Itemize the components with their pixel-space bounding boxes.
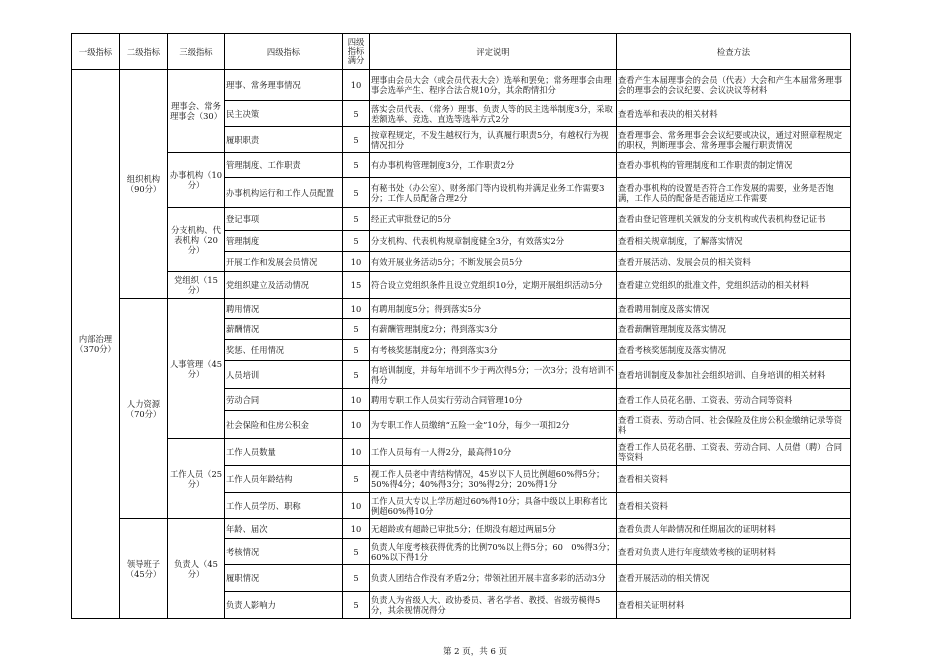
- evaluation-description: 工作人员大专以上学历超过60%得10分；具备中级以上职称者比例超60%得10分: [370, 493, 617, 519]
- check-method: 查看产生本届理事会的会员（代表）大会和产生本届常务理事会的理事会的会议纪要、会议决议等材料: [617, 70, 851, 101]
- level4-name: 薪酬情况: [225, 319, 343, 340]
- level4-score: 10: [343, 299, 370, 319]
- level4-name: 工作人员学历、职称: [225, 493, 343, 519]
- level3-cell: 党组织（15分）: [168, 272, 225, 299]
- level4-score: 15: [343, 272, 370, 299]
- level4-score: 5: [343, 153, 370, 178]
- evaluation-description: 分支机构、代表机构规章制度健全3分，有效落实2分: [370, 231, 617, 252]
- check-method: 查看开展活动、发展会员的相关资料: [617, 252, 851, 272]
- level3-cell: 工作人员（25分）: [168, 439, 225, 519]
- level4-name: 年龄、届次: [225, 519, 343, 539]
- level4-score: 5: [343, 231, 370, 252]
- evaluation-description: 符合设立党组织条件且设立党组织10分，定期开展组织活动5分: [370, 272, 617, 299]
- level4-score: 5: [343, 466, 370, 493]
- evaluation-description: 负责人为省级人大、政协委员、著名学者、教授、省级劳模得5分，其余视情况得分: [370, 592, 617, 619]
- level1-cell: 内部治理（370分）: [72, 70, 120, 619]
- level4-name: 登记事项: [225, 208, 343, 231]
- level2-cell: 组织机构（90分）: [120, 70, 168, 299]
- level4-score: 5: [343, 340, 370, 361]
- level4-name: 人员培训: [225, 361, 343, 389]
- table-row: [72, 519, 851, 539]
- level4-name: 劳动合同: [225, 389, 343, 411]
- evaluation-description: 有考核奖惩制度2分；得到落实3分: [370, 340, 617, 361]
- evaluation-description: 有培训制度，并每年培训不少于两次得5分；一次3分；没有培训不得分: [370, 361, 617, 389]
- check-method: 查看由登记管理机关颁发的分支机构或代表机构登记证书: [617, 208, 851, 231]
- table-row: [72, 70, 851, 101]
- level3-cell: 负责人（45分）: [168, 519, 225, 619]
- level3-cell: 人事管理（45分）: [168, 299, 225, 439]
- evaluation-description: 理事由会员大会（或会员代表大会）选举和罢免；常务理事会由理事会选举产生、程序合法合规10分，其余酌情扣分: [370, 70, 617, 101]
- level4-score: 5: [343, 319, 370, 340]
- evaluation-description: 有效开展业务活动5分；不断发展会员5分: [370, 252, 617, 272]
- table-row: [72, 299, 851, 319]
- check-method: 查看相关资料: [617, 466, 851, 493]
- evaluation-description: 负责人团结合作没有矛盾2分；带领社团开展丰富多彩的活动3分: [370, 565, 617, 592]
- check-method: 查看相关规章制度，了解落实情况: [617, 231, 851, 252]
- table-row: [72, 153, 851, 178]
- check-method: 查看选举和表决的相关材料: [617, 101, 851, 127]
- level3-cell: 办事机构（10分）: [168, 153, 225, 208]
- evaluation-description: 按章程规定，不发生越权行为，认真履行职责5分，有越权行为视情况扣分: [370, 127, 617, 153]
- level4-score: 5: [343, 101, 370, 127]
- level4-name: 管理制度、工作职责: [225, 153, 343, 178]
- level4-name: 履职情况: [225, 565, 343, 592]
- evaluation-description: 落实会员代表、（常务）理事、负责人等的民主选举制度3分，采取差额选举、竞选、直选等选举方式2分: [370, 101, 617, 127]
- level4-name: 奖惩、任用情况: [225, 340, 343, 361]
- check-method: 查看办事机构的管理制度和工作职责的制定情况: [617, 153, 851, 178]
- header-method: 检查方法: [617, 34, 851, 70]
- level4-score: 5: [343, 208, 370, 231]
- level2-cell: 人力资源（70分）: [120, 299, 168, 519]
- level4-name: 理事、常务理事情况: [225, 70, 343, 101]
- evaluation-table-sheet: [71, 33, 850, 619]
- check-method: 查看理事会、常务理事会会议纪要或决议，通过对照章程规定的职权，判断理事会、常务理事会履行职责情况: [617, 127, 851, 153]
- check-method: 查看相关证明材料: [617, 592, 851, 619]
- check-method: 查看相关资料: [617, 493, 851, 519]
- evaluation-table: [71, 33, 851, 619]
- check-method: 查看工作人员花名册、工资表、劳动合同、人员借（聘）合同等资料: [617, 439, 851, 466]
- level4-score: 10: [343, 252, 370, 272]
- level4-score: 10: [343, 411, 370, 439]
- level4-name: 社会保险和住房公积金: [225, 411, 343, 439]
- level4-score: 10: [343, 439, 370, 466]
- evaluation-description: 工作人员每有一人得2分，最高得10分: [370, 439, 617, 466]
- header-description: 评定说明: [370, 34, 617, 70]
- level4-name: 工作人员数量: [225, 439, 343, 466]
- header-level3: 三级指标: [168, 34, 225, 70]
- level4-score: 5: [343, 127, 370, 153]
- check-method: 查看工资表、劳动合同、社会保险及住房公积金缴纳记录等资料: [617, 411, 851, 439]
- level4-score: 5: [343, 592, 370, 619]
- level4-name: 民主决策: [225, 101, 343, 127]
- level3-cell: 分支机构、代表机构（20分）: [168, 208, 225, 272]
- level4-name: 管理制度: [225, 231, 343, 252]
- evaluation-description: 聘用专职工作人员实行劳动合同管理10分: [370, 389, 617, 411]
- level4-score: 5: [343, 565, 370, 592]
- check-method: 查看负责人年龄情况和任期届次的证明材料: [617, 519, 851, 539]
- header-level4: 四级指标: [225, 34, 343, 70]
- page-footer: 第 2 页，共 6 页: [442, 647, 508, 657]
- check-method: 查看聘用制度及落实情况: [617, 299, 851, 319]
- level4-name: 开展工作和发展会员情况: [225, 252, 343, 272]
- check-method: 查看薪酬管理制度及落实情况: [617, 319, 851, 340]
- check-method: 查看工作人员花名册、工资表、劳动合同等资料: [617, 389, 851, 411]
- header-level2: 二级指标: [120, 34, 168, 70]
- header-level1: 一级指标: [72, 34, 120, 70]
- check-method: 查看办事机构的设置是否符合工作发展的需要，业务是否饱满，工作人员的配备是否能适应工作需要: [617, 178, 851, 208]
- evaluation-description: 有办事机构管理制度3分，工作职责2分: [370, 153, 617, 178]
- level4-score: 10: [343, 70, 370, 101]
- level4-name: 聘用情况: [225, 299, 343, 319]
- level4-name: 办事机构运行和工作人员配置: [225, 178, 343, 208]
- level4-score: 5: [343, 539, 370, 565]
- table-row: [72, 439, 851, 466]
- level4-score: 5: [343, 178, 370, 208]
- evaluation-description: 负责人年度考核获得优秀的比例70%以上得5分；60 0%得3分；60%以下得1分: [370, 539, 617, 565]
- level4-name: 考核情况: [225, 539, 343, 565]
- table-row: [72, 272, 851, 299]
- check-method: 查看开展活动的相关情况: [617, 565, 851, 592]
- evaluation-description: 有秘书处（办公室）、财务部门等内设机构并满足业务工作需要3分；工作人员配备合理2分: [370, 178, 617, 208]
- check-method: 查看对负责人进行年度绩效考核的证明材料: [617, 539, 851, 565]
- level4-score: 10: [343, 519, 370, 539]
- check-method: 查看考核奖惩制度及落实情况: [617, 340, 851, 361]
- evaluation-description: 有聘用制度5分；得到落实5分: [370, 299, 617, 319]
- level3-cell: 理事会、常务理事会（30）: [168, 70, 225, 153]
- evaluation-description: 经正式审批登记的5分: [370, 208, 617, 231]
- evaluation-description: 无超龄或有超龄已审批5分；任期没有超过两届5分: [370, 519, 617, 539]
- table-row: [72, 208, 851, 231]
- level4-name: 工作人员年龄结构: [225, 466, 343, 493]
- evaluation-description: 有薪酬管理制度2分；得到落实3分: [370, 319, 617, 340]
- evaluation-description: 为专职工作人员缴纳“五险一金”10分，每少一项扣2分: [370, 411, 617, 439]
- evaluation-description: 视工作人员老中青结构情况，45岁以下人员比例超60%得5分；50%得4分；40%得3分；30%得2分；20%得1分: [370, 466, 617, 493]
- level4-score: 10: [343, 389, 370, 411]
- level4-name: 履职职责: [225, 127, 343, 153]
- level4-name: 负责人影响力: [225, 592, 343, 619]
- header-score: 四级指标满分: [343, 34, 370, 70]
- level4-name: 党组织建立及活动情况: [225, 272, 343, 299]
- check-method: 查看建立党组织的批准文件，党组织活动的相关材料: [617, 272, 851, 299]
- level4-score: 10: [343, 493, 370, 519]
- level2-cell: 领导班子（45分）: [120, 519, 168, 619]
- level4-score: 5: [343, 361, 370, 389]
- header-row: [72, 34, 851, 70]
- check-method: 查看培训制度及参加社会组织培训、自身培训的相关材料: [617, 361, 851, 389]
